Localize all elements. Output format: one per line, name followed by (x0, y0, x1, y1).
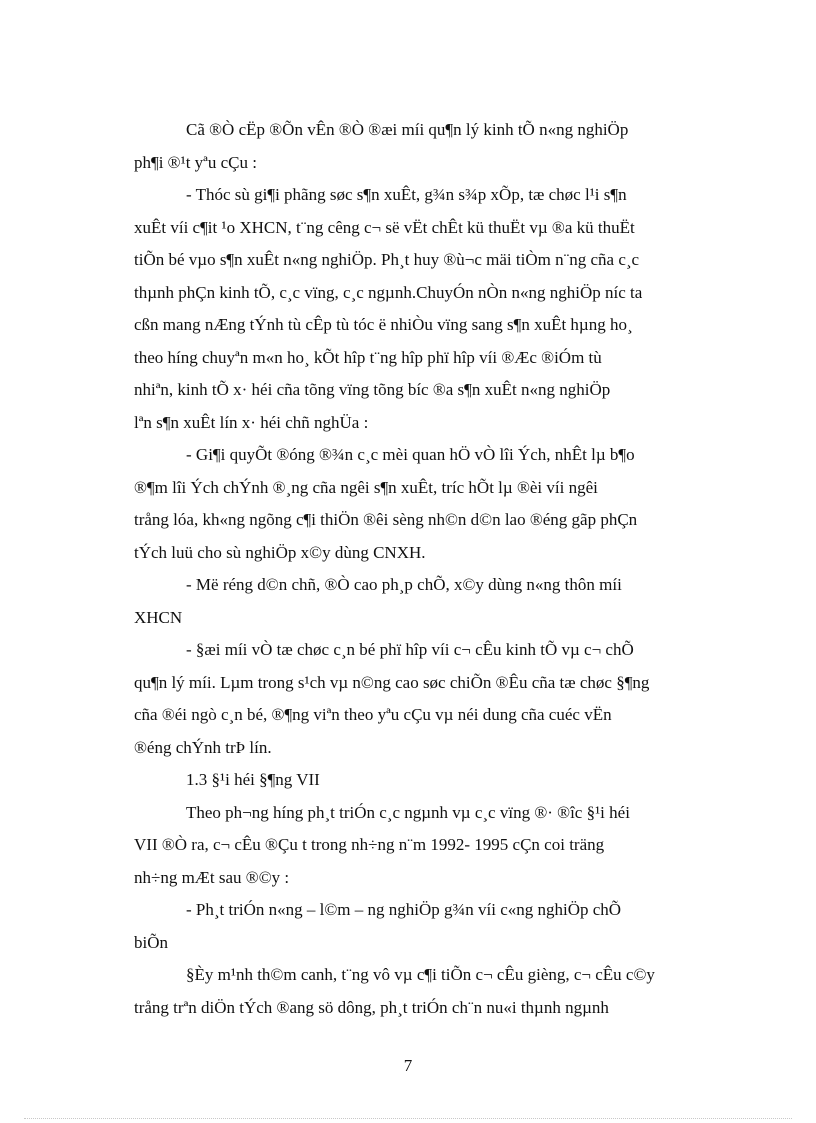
text-line: theo híng chuyªn m«n ho¸ kÕt hîp t¨ng hîp phï hîp víi ®Æc ®iÓm tù (134, 347, 602, 367)
text-line: VII ®Ò ra, c¬ cÊu ®Çu t trong nh÷ng n¨m 1992- 1995 cÇn coi träng (134, 835, 605, 854)
text-line: ®éng chÝnh trÞ lín. (134, 737, 272, 757)
text-line: trång lóa, kh«ng ngõng c¶i thiÖn ®êi sèng nh©n d©n lao ®éng gãp phÇn (134, 510, 638, 529)
text-line: cßn mang nÆng tÝnh tù cÊp tù tóc ë nhiÒu vïng sang s¶n xuÊt hµng ho¸ (134, 315, 633, 334)
text-line: tÝch luü cho sù nghiÖp x©y dùng CNXH. (134, 542, 426, 562)
text-line: Theo ph¬ng híng ph¸t triÓn c¸c ngµnh vµ c¸c vïng ®· ®îc §¹i héi (186, 802, 630, 822)
text-line: thµnh phÇn kinh tÕ, c¸c vïng, c¸c ngµnh.ChuyÓn nÒn n«ng nghiÖp níc ta (134, 282, 643, 302)
section-heading: 1.3 §¹i héi §¶ng VII (186, 770, 320, 789)
text-line: XHCN (134, 607, 183, 627)
text-line: qu¶n lý míi. Lµm trong s¹ch vµ n©ng cao søc chiÕn ®Êu cña tæ chøc §¶ng (134, 672, 650, 692)
text-line: ®¶m lîi Ých chÝnh ®¸ng cña ngêi s¶n xuÊt, tríc hÕt lµ ®èi víi ngêi (134, 477, 598, 497)
text-line: - Më réng d©n chñ, ®Ò cao ph¸p chÕ, x©y dùng n«ng thôn míi (186, 575, 622, 594)
text-line: nh÷ng mÆt sau ®©y : (134, 867, 290, 887)
text-line: xuÊt víi c¶it ¹o XHCN, t¨ng cêng c¬ së vËt chÊt kü thuËt vµ ®a kü thuËt (134, 217, 635, 237)
page-number: 7 (403, 1056, 413, 1075)
text-line: Cã ®Ò cËp ®Õn vÊn ®Ò ®æi míi qu¶n lý kinh tÕ n«ng nghiÖp (186, 120, 629, 139)
text-line: trång trªn diÖn tÝch ®ang sö dông, ph¸t triÓn ch¨n nu«i thµnh ngµnh (134, 997, 609, 1017)
text-line: ph¶i ®¹t yªu cÇu : (134, 152, 257, 172)
text-line: - Gi¶i quyÕt ®óng ®¾n c¸c mèi quan hÖ vÒ lîi Ých, nhÊt lµ b¶o (186, 445, 635, 464)
text-line: §Èy m¹nh th©m canh, t¨ng vô vµ c¶i tiÕn c¬ cÊu gièng, c¬ cÊu c©y (186, 965, 655, 984)
paragraph-text (134, 114, 718, 1024)
text-line: cña ®éi ngò c¸n bé, ®¶ng viªn theo yªu cÇu vµ néi dung cña cuéc vËn (134, 705, 612, 724)
text-line: tiÕn bé vµo s¶n xuÊt n«ng nghiÖp. Ph¸t huy ®ù¬c mäi tiÒm n¨ng cña c¸c (134, 250, 640, 269)
text-line: - Thóc sù gi¶i phãng søc s¶n xuÊt, g¾n s¾p xÕp, tæ chøc l¹i s¶n (186, 185, 627, 204)
text-line: biÕn (134, 932, 168, 952)
document-body (134, 114, 718, 1024)
page-bottom-divider (24, 1118, 792, 1119)
text-line: - Ph¸t triÓn n«ng – l©m – ng nghiÖp g¾n víi c«ng nghiÖp chÕ (186, 900, 622, 919)
text-line: lªn s¶n xuÊt lín x· héi chñ nghÜa : (134, 412, 369, 432)
text-line: - §æi míi vÒ tæ chøc c¸n bé phï hîp víi c¬ cÊu kinh tÕ vµ c¬ chÕ (186, 640, 634, 659)
text-line: nhiªn, kinh tÕ x· héi cña tõng vïng tõng bíc ®a s¶n xuÊt n«ng nghiÖp (134, 380, 611, 399)
